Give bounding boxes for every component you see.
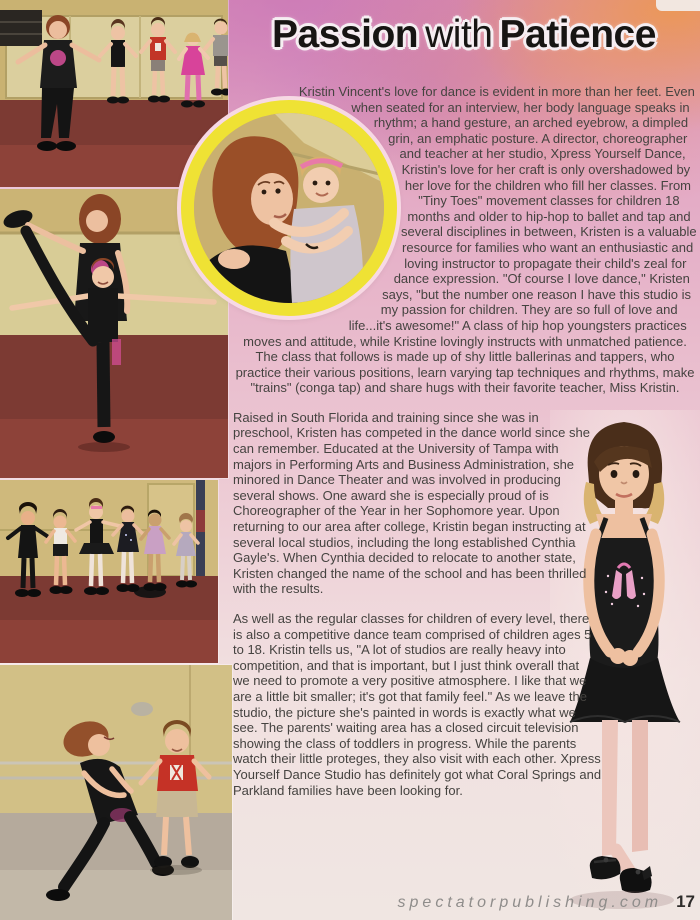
girl-wrap-spacer [581,410,697,862]
title-word-passion: Passion [272,13,419,56]
publisher-website: spectatorpublishing.com [397,894,663,911]
photo-ballerina-line [0,480,218,663]
page-number: 17 [676,892,695,911]
article-paragraph-3: As well as the regular classes for children of every level, there is also a competitive dance team comprised of children ages 5 to 18. Kristin tells us, "A lot of studios are really heavy into competition, and that is important, but I just think overall that we need to promote a very positive atmosphere. I like that we are a little bit smaller; it's got that family feel." As we leave the studio, the picture she's painted in words is exactly what we see. The parents' waiting area has a closed circuit television showing the class of toddlers in progress. While the parents watch their little proteges, they also visit with each other. Xpress Yourself Dance Studio has definitely got what Coral Springs and Parkland families have been looking for. [233,611,602,798]
article-body [233,84,697,862]
corner-tab [656,0,700,11]
paper-on-mirror [131,702,153,716]
article-paragraph-1: Kristin Vincent's love for dance is evident in more than her feet. Even when seated for an interview, her body language speaks in rhythm; a hand gesture, an arched eyebrow, a dimpled grin, an emphatic posture. A director, choreographer and teacher at her studio, Xpress Yourself Dance, Kristin's love for her craft is only overshadowed by her love for the children who fill her classes. From "Tiny Toes" movement classes for children 18 months and older to hip-hop to ballet and tap and several disciplines in between, Kristen is a valuable resource for families who want an enthusiastic and loving instructor to propagate their child's zeal for dance expression. "Of course I love dance," Kristen says, "but the number one reason I have this studio is my passion for children. They are so full of love and life...it's awesome!" A class of hip hop youngsters practices moves and attitude, while Kristine lovingly instructs with unmatched patience. The class that follows is made up of shy little ballerinas and tappers, who practice their various positions, learn varying tap techniques and rhythms, make "trains" (conga tap) and share hugs with their favorite teacher, Miss Kristin. [235,84,697,396]
title-word-with: with [425,13,493,56]
article-paragraph-2: Raised in South Florida and training since she was in preschool, Kristen has competed in the dance world since she can remember. Educated at the University of Tampa with majors in Performing Arts and Business Administration, she minored in Dance Theater and was involved in producing several shows. One award she is especially proud of is Choreographer of the Year in her Sophomore year. Upon returning to our area after college, Kristin began instructing at several local studios, including the long established Cynthia Gayle's. When Cynthia decided to relocate to another state, Kristen changed the name of the school and has been thrilled with the results. [233,409,590,597]
title-word-patience: Patience [499,13,656,56]
page-title [228,13,700,57]
page-footer [398,892,695,912]
photo-instructor-and-boy [0,665,232,920]
